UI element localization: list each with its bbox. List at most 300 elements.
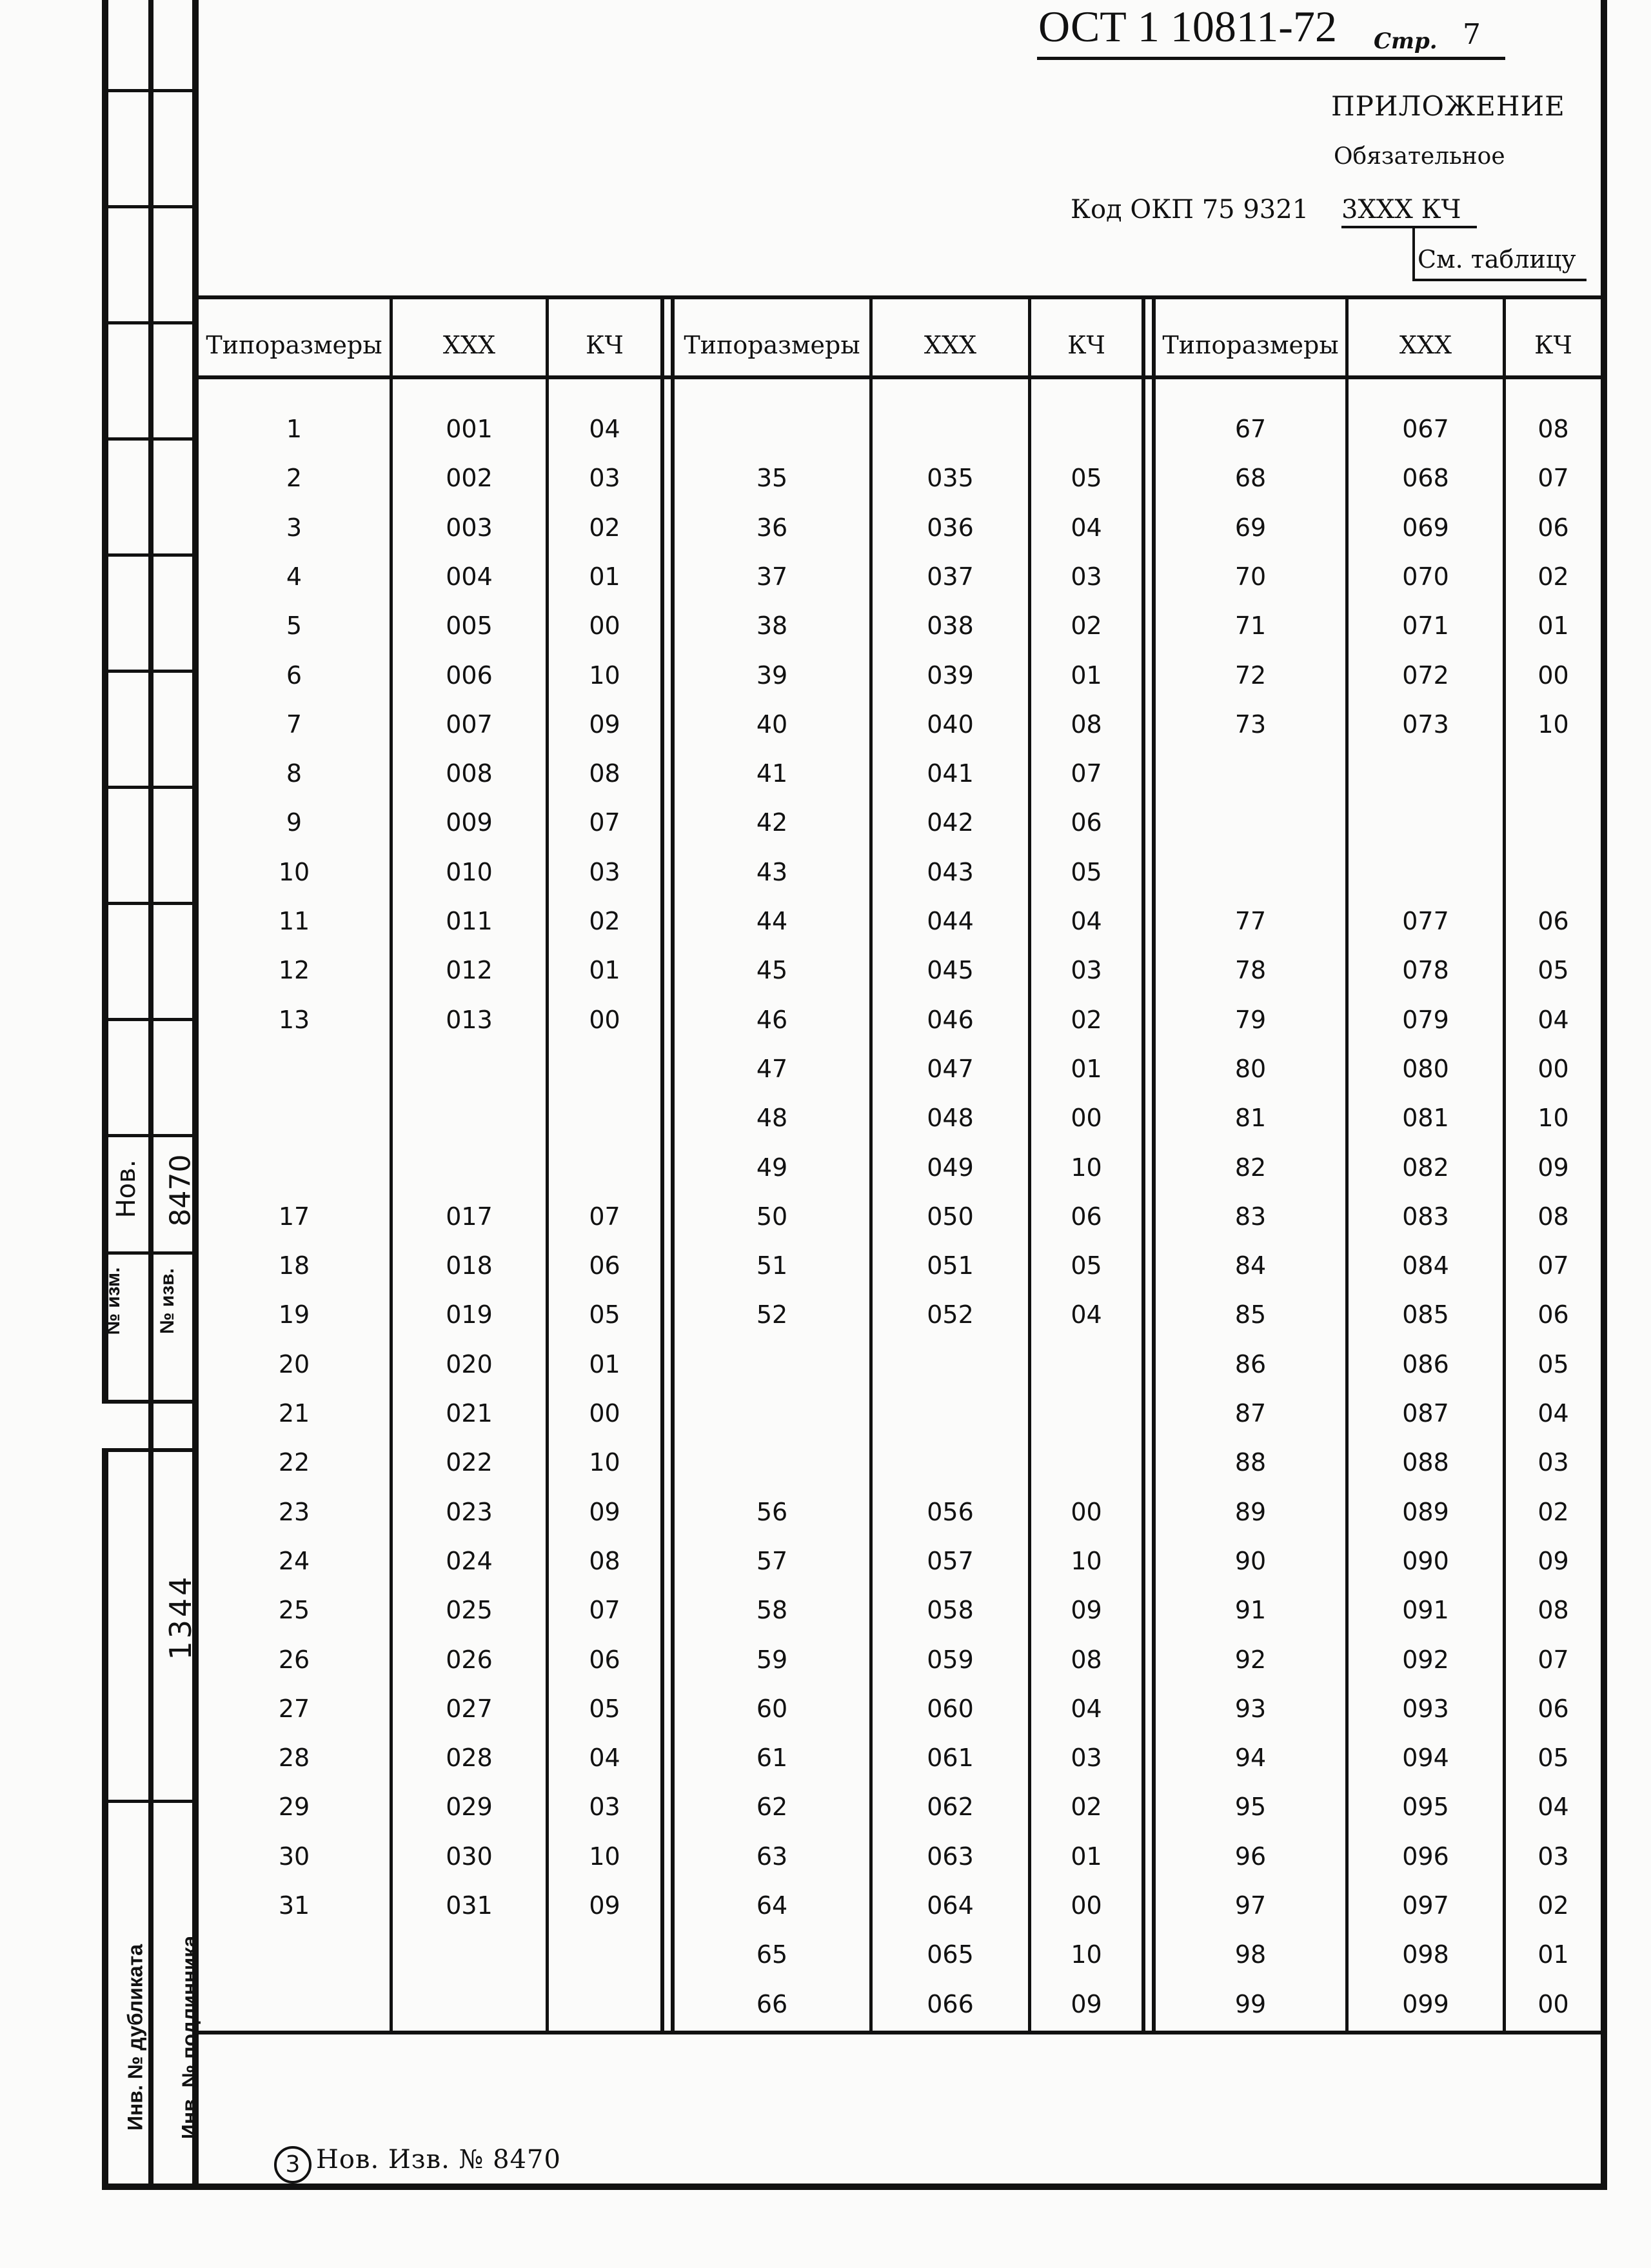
cell-kch-g2: 04	[1071, 513, 1102, 542]
cell-xxx-g3: 097	[1402, 1891, 1449, 1920]
cell-xxx-g2: 064	[927, 1891, 974, 1920]
cell-xxx-g2	[873, 1348, 1028, 1380]
cell-typesize-g3: 89	[1234, 1498, 1267, 1526]
cell-kch-g2	[1031, 1397, 1142, 1429]
header-typesize-3: Типоразмеры	[1162, 331, 1339, 359]
cell-typesize-g2	[675, 1348, 869, 1380]
cell-typesize-g2: 41	[756, 759, 788, 788]
cell-xxx-g2: 046	[927, 1006, 974, 1034]
cell-xxx-g1: 028	[446, 1744, 493, 1772]
cell-typesize-g2: 40	[756, 710, 788, 739]
cell-kch-g2: 01	[1071, 661, 1102, 690]
cell-xxx-g3: 086	[1402, 1350, 1449, 1378]
cell-kch-g3: 06	[1537, 513, 1569, 542]
cell-typesize-g2: 66	[756, 1990, 788, 2018]
cell-kch-g3: 06	[1537, 1695, 1569, 1723]
cell-kch-g3: 00	[1537, 1055, 1569, 1083]
appendix-title: ПРИЛОЖЕНИЕ	[1331, 90, 1565, 122]
frame-margin-top-cap	[102, 1448, 192, 1452]
cell-kch-g2: 00	[1071, 1891, 1102, 1920]
cell-kch-g2: 05	[1071, 464, 1102, 492]
cell-xxx-g1	[393, 1938, 546, 1971]
cell-xxx-g1: 025	[446, 1596, 493, 1624]
cell-typesize-g1	[199, 1151, 390, 1184]
okp-ref-leader	[1412, 227, 1415, 280]
cell-typesize-g2: 52	[756, 1300, 788, 1329]
cell-typesize-g1: 27	[278, 1695, 310, 1723]
cell-xxx-g3: 088	[1402, 1448, 1449, 1477]
cell-kch-g1: 04	[589, 1744, 620, 1772]
cell-typesize-g1	[199, 1938, 390, 1971]
cell-xxx-g2: 058	[927, 1596, 974, 1624]
cell-typesize-g2	[675, 1397, 869, 1429]
cell-typesize-g2: 37	[756, 562, 788, 591]
cell-typesize-g3: 91	[1234, 1596, 1267, 1624]
cell-kch-g3: 05	[1537, 956, 1569, 984]
cell-xxx-g1	[393, 1151, 546, 1184]
cell-typesize-g1: 13	[278, 1006, 310, 1034]
cell-typesize-g3: 82	[1234, 1153, 1267, 1182]
cell-xxx-g3: 073	[1402, 710, 1449, 739]
page-label: Стр.	[1374, 28, 1438, 54]
cell-xxx-g2: 051	[927, 1251, 974, 1280]
cell-typesize-g3: 86	[1234, 1350, 1267, 1378]
cell-xxx-g1: 019	[446, 1300, 493, 1329]
cell-xxx-g3: 069	[1402, 513, 1449, 542]
cell-kch-g1: 08	[589, 759, 620, 788]
cell-xxx-g1: 007	[446, 710, 493, 739]
margin-tick	[102, 205, 192, 208]
cell-xxx-g3	[1349, 856, 1503, 888]
cell-xxx-g1: 031	[446, 1891, 493, 1920]
cell-typesize-g1: 7	[286, 710, 302, 739]
cell-xxx-g1: 004	[446, 562, 493, 591]
cell-typesize-g3: 81	[1234, 1104, 1267, 1132]
cell-xxx-g2: 052	[927, 1300, 974, 1329]
cell-xxx-g1	[393, 1102, 546, 1134]
cell-typesize-g3: 90	[1234, 1547, 1267, 1575]
cell-typesize-g3: 69	[1234, 513, 1267, 542]
group-divider-a	[1142, 298, 1145, 2033]
cell-kch-g1	[549, 1988, 660, 2020]
cell-kch-g1: 09	[589, 1498, 620, 1526]
cell-kch-g1: 04	[589, 415, 620, 443]
cell-xxx-g1: 026	[446, 1646, 493, 1674]
cell-typesize-g1: 19	[278, 1300, 310, 1329]
cell-xxx-g2: 044	[927, 907, 974, 935]
cell-kch-g2	[1031, 1348, 1142, 1380]
cell-kch-g3: 07	[1537, 1646, 1569, 1674]
cell-kch-g1	[549, 1938, 660, 1971]
cell-typesize-g3: 77	[1234, 907, 1267, 935]
cell-typesize-g3: 95	[1234, 1793, 1267, 1821]
cell-typesize-g1: 29	[278, 1793, 310, 1821]
cell-xxx-g3: 098	[1402, 1940, 1449, 1969]
group-divider-a	[660, 298, 664, 2033]
cell-typesize-g3: 87	[1234, 1399, 1267, 1427]
cell-typesize-g1: 1	[286, 415, 302, 443]
cell-kch-g1: 10	[589, 1448, 620, 1477]
cell-kch-g3: 04	[1537, 1399, 1569, 1427]
cell-kch-g3: 09	[1537, 1547, 1569, 1575]
cell-xxx-g3: 081	[1402, 1104, 1449, 1132]
okp-code-suffix: 3XXX КЧ	[1341, 195, 1461, 224]
cell-typesize-g1: 4	[286, 562, 302, 591]
cell-typesize-g1: 11	[278, 907, 310, 935]
cell-xxx-g2: 037	[927, 562, 974, 591]
cell-typesize-g3: 67	[1234, 415, 1267, 443]
cell-xxx-g2: 042	[927, 808, 974, 837]
cell-kch-g2: 07	[1071, 759, 1102, 788]
cell-typesize-g2: 60	[756, 1695, 788, 1723]
margin-tick	[102, 321, 192, 324]
cell-xxx-g3: 067	[1402, 415, 1449, 443]
cell-xxx-g3: 096	[1402, 1842, 1449, 1871]
cell-kch-g3: 06	[1537, 907, 1569, 935]
cell-typesize-g1: 28	[278, 1744, 310, 1772]
margin-change-number: 8470	[164, 1154, 197, 1227]
cell-typesize-g1: 17	[278, 1202, 310, 1231]
cell-kch-g1: 06	[589, 1251, 620, 1280]
cell-kch-g3: 02	[1537, 562, 1569, 591]
header-xxx-1: XXX	[442, 331, 496, 359]
cell-typesize-g2: 42	[756, 808, 788, 837]
margin-tick	[102, 553, 192, 557]
cell-kch-g2: 03	[1071, 562, 1102, 591]
table-bottom-border	[192, 2031, 1607, 2034]
cell-xxx-g2	[873, 1397, 1028, 1429]
cell-xxx-g1	[393, 1988, 546, 2020]
table-header-border	[192, 375, 1607, 379]
cell-kch-g2: 01	[1071, 1055, 1102, 1083]
cell-kch-g3: 00	[1537, 1990, 1569, 2018]
cell-kch-g2: 09	[1071, 1596, 1102, 1624]
cell-kch-g2	[1031, 413, 1142, 445]
cell-typesize-g3: 83	[1234, 1202, 1267, 1231]
cell-kch-g2: 00	[1071, 1104, 1102, 1132]
cell-kch-g1: 01	[589, 1350, 620, 1378]
cell-xxx-g1: 017	[446, 1202, 493, 1231]
cell-typesize-g2: 61	[756, 1744, 788, 1772]
cell-kch-g1: 05	[589, 1300, 620, 1329]
cell-xxx-g2: 057	[927, 1547, 974, 1575]
cell-typesize-g1: 24	[278, 1547, 310, 1575]
cell-kch-g3: 01	[1537, 612, 1569, 640]
cell-kch-g3	[1506, 856, 1601, 888]
cell-typesize-g3	[1156, 757, 1345, 790]
cell-typesize-g3: 80	[1234, 1055, 1267, 1083]
cell-kch-g1: 00	[589, 1399, 620, 1427]
cell-xxx-g1: 018	[446, 1251, 493, 1280]
cell-typesize-g2: 44	[756, 907, 788, 935]
margin-tick	[102, 1018, 192, 1021]
frame-margin-bottom-cap	[102, 1400, 192, 1404]
cell-xxx-g2: 048	[927, 1104, 974, 1132]
cell-kch-g1: 01	[589, 562, 620, 591]
cell-xxx-g3: 077	[1402, 907, 1449, 935]
cell-typesize-g3: 78	[1234, 956, 1267, 984]
cell-kch-g1: 05	[589, 1695, 620, 1723]
cell-kch-g2	[1031, 1446, 1142, 1478]
frame-left-outer	[102, 0, 108, 1403]
cell-kch-g1: 02	[589, 513, 620, 542]
cell-kch-g2: 10	[1071, 1153, 1102, 1182]
page-number: 7	[1463, 18, 1481, 51]
cell-typesize-g2: 36	[756, 513, 788, 542]
frame-left-outer-lower	[102, 1448, 108, 2190]
cell-kch-g2: 04	[1071, 1300, 1102, 1329]
margin-tick	[102, 902, 192, 905]
cell-xxx-g3: 091	[1402, 1596, 1449, 1624]
cell-typesize-g1: 30	[278, 1842, 310, 1871]
cell-kch-g1: 00	[589, 1006, 620, 1034]
cell-xxx-g1: 010	[446, 858, 493, 886]
cell-typesize-g3: 93	[1234, 1695, 1267, 1723]
cell-xxx-g2: 062	[927, 1793, 974, 1821]
cell-xxx-g3: 084	[1402, 1251, 1449, 1280]
cell-kch-g1	[549, 1102, 660, 1134]
frame-right	[1601, 0, 1607, 2190]
cell-kch-g1: 00	[589, 612, 620, 640]
cell-typesize-g3	[1156, 806, 1345, 839]
cell-kch-g3: 01	[1537, 1940, 1569, 1969]
cell-kch-g1: 09	[589, 710, 620, 739]
cell-typesize-g2	[675, 413, 869, 445]
cell-typesize-g3: 84	[1234, 1251, 1267, 1280]
cell-kch-g3: 08	[1537, 1596, 1569, 1624]
cell-typesize-g2: 62	[756, 1793, 788, 1821]
cell-kch-g2: 05	[1071, 858, 1102, 886]
cell-typesize-g2: 38	[756, 612, 788, 640]
cell-xxx-g3: 095	[1402, 1793, 1449, 1821]
header-kch-3: КЧ	[1534, 331, 1572, 359]
cell-kch-g3: 07	[1537, 464, 1569, 492]
cell-xxx-g1: 022	[446, 1448, 493, 1477]
cell-xxx-g2: 038	[927, 612, 974, 640]
cell-typesize-g2: 49	[756, 1153, 788, 1182]
cell-xxx-g2	[873, 1446, 1028, 1478]
cell-kch-g2: 09	[1071, 1990, 1102, 2018]
cell-kch-g3: 10	[1537, 1104, 1569, 1132]
cell-xxx-g3: 087	[1402, 1399, 1449, 1427]
cell-xxx-g3: 070	[1402, 562, 1449, 591]
cell-xxx-g1: 020	[446, 1350, 493, 1378]
cell-typesize-g1	[199, 1053, 390, 1085]
cell-typesize-g1	[199, 1988, 390, 2020]
margin-tick	[102, 670, 192, 673]
cell-typesize-g3: 92	[1234, 1646, 1267, 1674]
cell-xxx-g3: 093	[1402, 1695, 1449, 1723]
cell-kch-g3: 10	[1537, 710, 1569, 739]
cell-xxx-g1: 013	[446, 1006, 493, 1034]
okp-code-prefix: Код ОКП 75 9321	[1071, 195, 1309, 224]
document-code: ОСТ 1 10811-72	[1038, 2, 1337, 51]
cell-kch-g3: 02	[1537, 1891, 1569, 1920]
cell-xxx-g3: 072	[1402, 661, 1449, 690]
cell-kch-g3	[1506, 757, 1601, 790]
cell-kch-g2: 08	[1071, 1646, 1102, 1674]
cell-kch-g1: 08	[589, 1547, 620, 1575]
document-code-underline	[1037, 57, 1505, 60]
cell-typesize-g3: 68	[1234, 464, 1267, 492]
cell-kch-g3: 05	[1537, 1744, 1569, 1772]
cell-kch-g1: 02	[589, 907, 620, 935]
cell-xxx-g1: 027	[446, 1695, 493, 1723]
cell-xxx-g2: 049	[927, 1153, 974, 1182]
cell-kch-g2: 02	[1071, 612, 1102, 640]
cell-typesize-g1: 22	[278, 1448, 310, 1477]
cell-kch-g3: 03	[1537, 1448, 1569, 1477]
margin-izm-label: № изм.	[103, 1267, 124, 1335]
cell-typesize-g3: 85	[1234, 1300, 1267, 1329]
header-kch-2: КЧ	[1067, 331, 1105, 359]
cell-typesize-g1: 20	[278, 1350, 310, 1378]
cell-xxx-g3: 080	[1402, 1055, 1449, 1083]
cell-typesize-g3: 97	[1234, 1891, 1267, 1920]
cell-xxx-g3: 090	[1402, 1547, 1449, 1575]
cell-kch-g2: 10	[1071, 1940, 1102, 1969]
cell-kch-g3: 08	[1537, 1202, 1569, 1231]
cell-typesize-g2: 50	[756, 1202, 788, 1231]
cell-xxx-g1: 012	[446, 956, 493, 984]
cell-xxx-g2: 065	[927, 1940, 974, 1969]
cell-kch-g1: 01	[589, 956, 620, 984]
cell-xxx-g1: 024	[446, 1547, 493, 1575]
cell-xxx-g3: 092	[1402, 1646, 1449, 1674]
table-reference: См. таблицу	[1418, 245, 1576, 274]
revision-note: Нов. Изв. № 8470	[316, 2145, 561, 2174]
cell-typesize-g2: 39	[756, 661, 788, 690]
cell-xxx-g1: 029	[446, 1793, 493, 1821]
cell-xxx-g3: 068	[1402, 464, 1449, 492]
cell-typesize-g2: 45	[756, 956, 788, 984]
cell-xxx-g3	[1349, 806, 1503, 839]
cell-typesize-g2: 48	[756, 1104, 788, 1132]
cell-typesize-g1: 12	[278, 956, 310, 984]
cell-typesize-g1: 23	[278, 1498, 310, 1526]
cell-typesize-g3: 71	[1234, 612, 1267, 640]
cell-kch-g2: 01	[1071, 1842, 1102, 1871]
cell-kch-g1: 03	[589, 858, 620, 886]
cell-xxx-g3	[1349, 757, 1503, 790]
cell-typesize-g1: 6	[286, 661, 302, 690]
cell-kch-g2: 06	[1071, 1202, 1102, 1231]
cell-kch-g2: 02	[1071, 1793, 1102, 1821]
cell-typesize-g2: 43	[756, 858, 788, 886]
cell-xxx-g2: 050	[927, 1202, 974, 1231]
cell-typesize-g2: 35	[756, 464, 788, 492]
cell-xxx-g2	[873, 413, 1028, 445]
table-top-border	[192, 295, 1607, 299]
cell-xxx-g2: 060	[927, 1695, 974, 1723]
cell-xxx-g2: 043	[927, 858, 974, 886]
cell-xxx-g1: 006	[446, 661, 493, 690]
cell-kch-g1: 09	[589, 1891, 620, 1920]
cell-xxx-g1: 008	[446, 759, 493, 788]
cell-kch-g1: 10	[589, 661, 620, 690]
cell-typesize-g2: 65	[756, 1940, 788, 1969]
cell-xxx-g2: 041	[927, 759, 974, 788]
cell-typesize-g3: 79	[1234, 1006, 1267, 1034]
cell-xxx-g3: 071	[1402, 612, 1449, 640]
cell-kch-g2: 10	[1071, 1547, 1102, 1575]
cell-xxx-g2: 039	[927, 661, 974, 690]
cell-xxx-g2: 047	[927, 1055, 974, 1083]
cell-typesize-g2: 57	[756, 1547, 788, 1575]
cell-xxx-g3: 082	[1402, 1153, 1449, 1182]
cell-xxx-g1: 023	[446, 1498, 493, 1526]
header-xxx-2: XXX	[924, 331, 977, 359]
frame-bottom	[102, 2183, 1607, 2190]
cell-typesize-g1: 8	[286, 759, 302, 788]
cell-kch-g1: 03	[589, 1793, 620, 1821]
cell-typesize-g1	[199, 1102, 390, 1134]
cell-xxx-g2: 066	[927, 1990, 974, 2018]
cell-xxx-g3: 083	[1402, 1202, 1449, 1231]
cell-xxx-g1: 003	[446, 513, 493, 542]
cell-typesize-g3: 96	[1234, 1842, 1267, 1871]
cell-typesize-g3: 98	[1234, 1940, 1267, 1969]
margin-inv-dup-label: Инв. № дубликата	[123, 1944, 147, 2131]
cell-typesize-g2: 51	[756, 1251, 788, 1280]
cell-kch-g1: 07	[589, 808, 620, 837]
cell-kch-g1: 10	[589, 1842, 620, 1871]
cell-kch-g2: 08	[1071, 710, 1102, 739]
cell-typesize-g3: 70	[1234, 562, 1267, 591]
cell-typesize-g2: 59	[756, 1646, 788, 1674]
cell-typesize-g1: 3	[286, 513, 302, 542]
cell-typesize-g3: 99	[1234, 1990, 1267, 2018]
okp-underline	[1341, 226, 1477, 228]
cell-typesize-g2	[675, 1446, 869, 1478]
okp-ref-underline	[1412, 279, 1587, 281]
cell-xxx-g2: 040	[927, 710, 974, 739]
cell-typesize-g1: 5	[286, 612, 302, 640]
header-kch-1: КЧ	[586, 331, 624, 359]
cell-kch-g3: 00	[1537, 661, 1569, 690]
cell-xxx-g3: 085	[1402, 1300, 1449, 1329]
cell-typesize-g3	[1156, 856, 1345, 888]
cell-typesize-g2: 47	[756, 1055, 788, 1083]
cell-kch-g3: 04	[1537, 1793, 1569, 1821]
cell-xxx-g2: 035	[927, 464, 974, 492]
cell-kch-g1: 07	[589, 1596, 620, 1624]
cell-xxx-g2: 045	[927, 956, 974, 984]
cell-typesize-g3: 94	[1234, 1744, 1267, 1772]
cell-xxx-g2: 061	[927, 1744, 974, 1772]
cell-typesize-g1: 26	[278, 1646, 310, 1674]
cell-kch-g3: 02	[1537, 1498, 1569, 1526]
cell-kch-g2: 05	[1071, 1251, 1102, 1280]
cell-kch-g1: 06	[589, 1646, 620, 1674]
cell-kch-g3: 05	[1537, 1350, 1569, 1378]
cell-kch-g2: 03	[1071, 956, 1102, 984]
margin-tick	[102, 437, 192, 441]
cell-typesize-g1: 25	[278, 1596, 310, 1624]
margin-tick	[102, 1800, 192, 1803]
cell-xxx-g1: 030	[446, 1842, 493, 1871]
cell-typesize-g2: 56	[756, 1498, 788, 1526]
cell-xxx-g2: 056	[927, 1498, 974, 1526]
cell-xxx-g3: 078	[1402, 956, 1449, 984]
cell-xxx-g1: 005	[446, 612, 493, 640]
cell-kch-g3: 08	[1537, 415, 1569, 443]
cell-xxx-g3: 089	[1402, 1498, 1449, 1526]
cell-xxx-g1: 002	[446, 464, 493, 492]
cell-typesize-g1: 21	[278, 1399, 310, 1427]
cell-kch-g3: 09	[1537, 1153, 1569, 1182]
cell-kch-g2: 03	[1071, 1744, 1102, 1772]
